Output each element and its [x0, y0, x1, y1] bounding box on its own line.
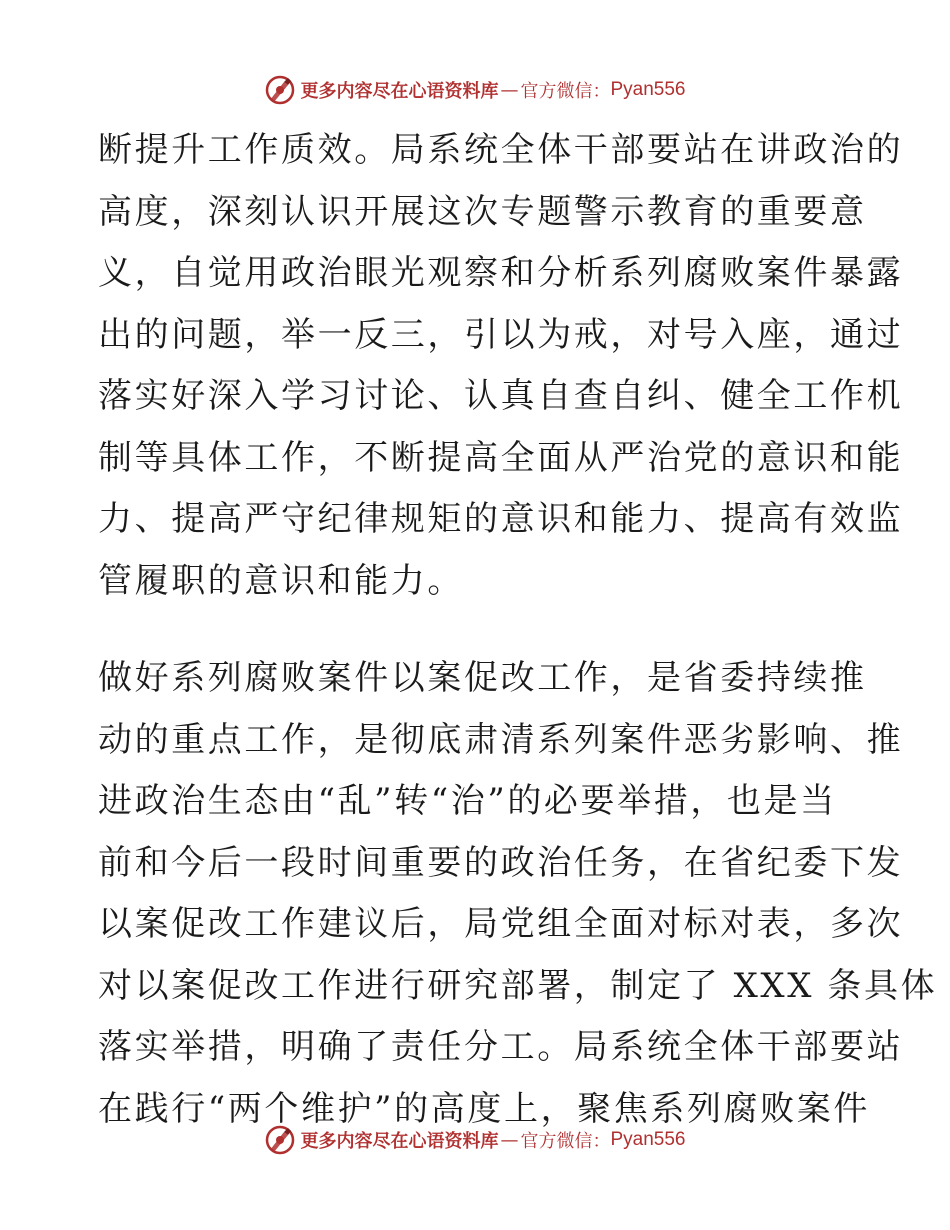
text-line: 前和今后一段时间重要的政治任务，在省纪委下发 — [98, 842, 904, 883]
header-watermark — [0, 70, 950, 110]
watermark-handle: Pyan556 — [610, 1129, 686, 1150]
watermark-wechat-label: 官方微信： — [520, 81, 611, 102]
text-line: 力、提高严守纪律规矩的意识和能力、提高有效监 — [98, 499, 904, 539]
watermark-dash: — — [500, 1129, 519, 1151]
paragraph-1 — [98, 120, 904, 612]
watermark-handle: Pyan556 — [610, 79, 686, 100]
text-line: 管履职的意识和能力。 — [98, 560, 464, 601]
text-line: 落实举措，明确了责任分工。局系统全体干部要站 — [98, 1027, 904, 1067]
text-line: 对以案促改工作进行研究部署，制定了 XXX 条具体 — [98, 965, 938, 1006]
pen-logo-icon — [264, 74, 296, 106]
text-line: 制等具体工作，不断提高全面从严治党的意识和能 — [98, 437, 904, 478]
text-line: 义，自觉用政治眼光观察和分析系列腐败案件暴露 — [98, 253, 904, 293]
document-body — [98, 120, 938, 1140]
text-line: 在践行“两个维护”的高度上，聚焦系列腐败案件 — [98, 1088, 870, 1129]
text-line: 断提升工作质效。局系统全体干部要站在讲政治的 — [98, 130, 904, 170]
text-line: 动的重点工作，是彻底肃清系列案件恶劣影响、推 — [98, 719, 904, 760]
text-line: 进政治生态由“乱”转“治”的必要举措，也是当 — [98, 781, 837, 821]
watermark-wechat-label: 官方微信： — [520, 1131, 611, 1152]
text-line: 出的问题，举一反三，引以为戒，对号入座，通过 — [98, 314, 904, 355]
text-line: 做好系列腐败案件以案促改工作，是省委持续推 — [98, 658, 867, 698]
watermark-brand: 更多内容尽在心语资料库 — [300, 1131, 499, 1152]
watermark-brand: 更多内容尽在心语资料库 — [300, 81, 499, 102]
paragraph-2 — [98, 648, 938, 1140]
text-line: 以案促改工作建议后，局党组全面对标对表，多次 — [98, 904, 904, 944]
paragraph-gap — [98, 612, 858, 648]
watermark-dash: — — [500, 79, 519, 101]
text-line: 落实好深入学习讨论、认真自查自纠、健全工作机 — [98, 376, 904, 416]
text-line: 高度，深刻认识开展这次专题警示教育的重要意 — [98, 191, 867, 232]
footer-watermark — [0, 1120, 950, 1160]
pen-logo-icon — [264, 1124, 296, 1156]
